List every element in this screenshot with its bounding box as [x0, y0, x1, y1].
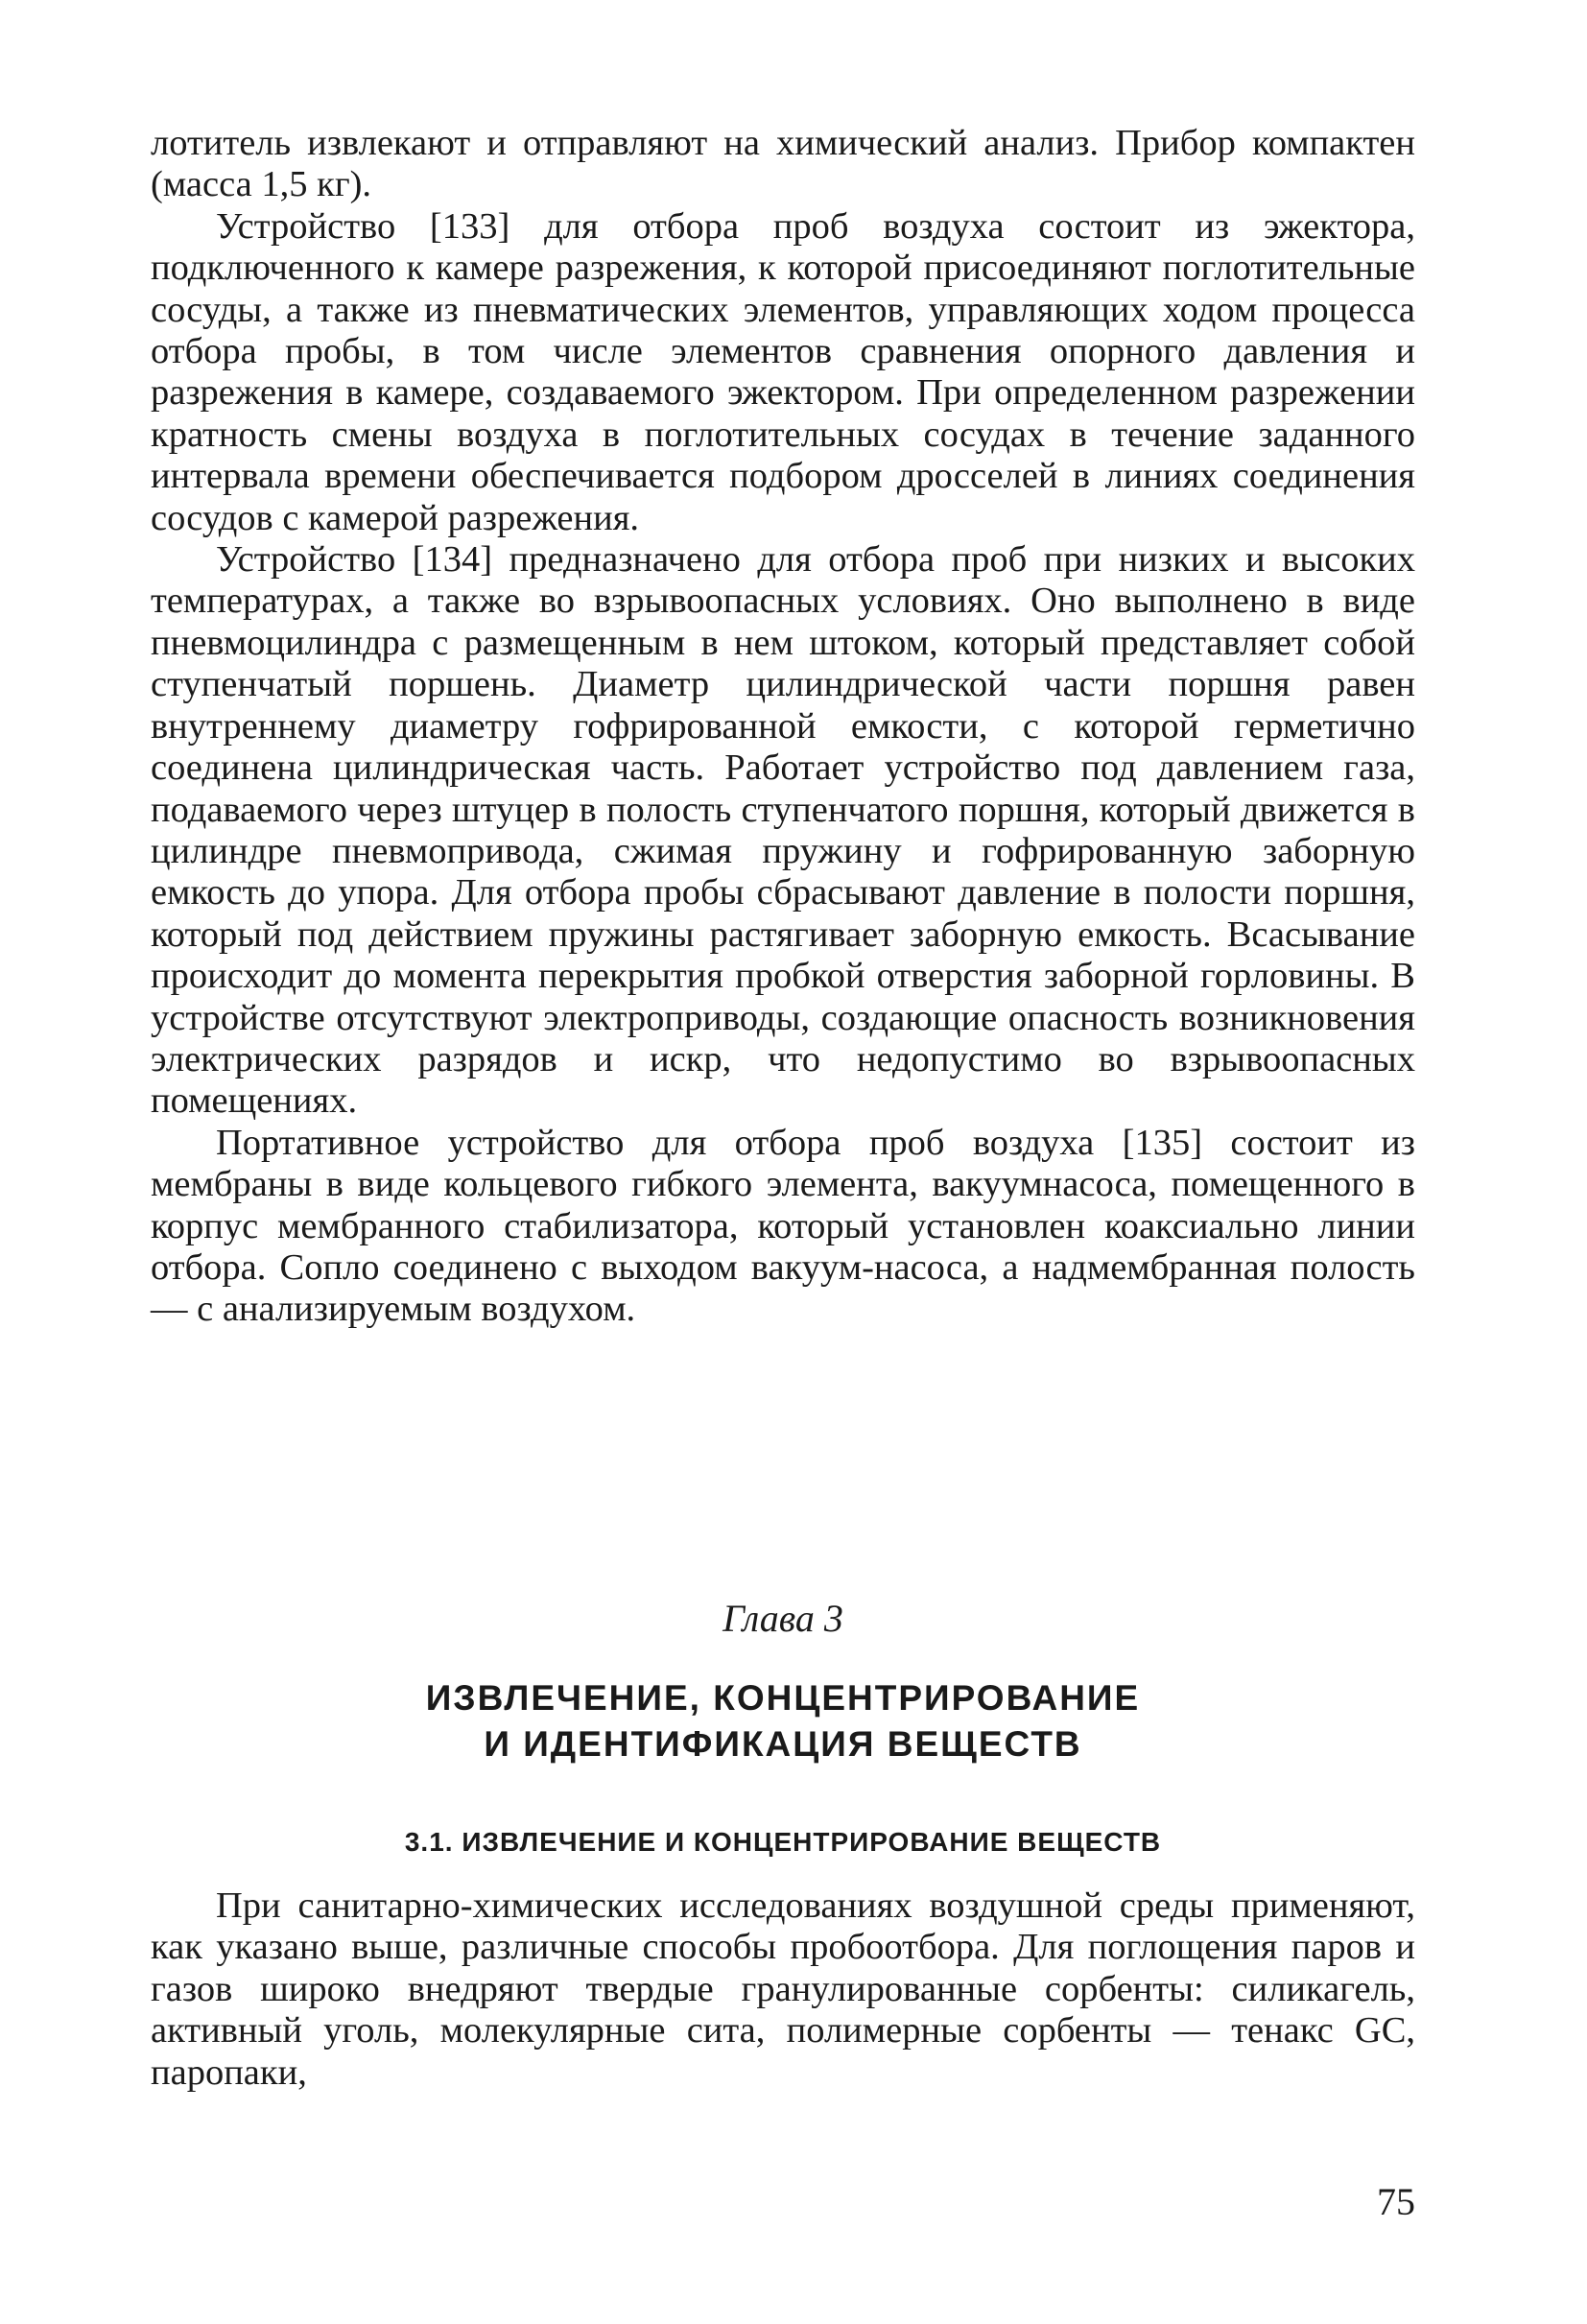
section-title: 3.1. ИЗВЛЕЧЕНИЕ И КОНЦЕНТРИРОВАНИЕ ВЕЩЕСТВ	[404, 1827, 1162, 1857]
chapter-title-line-2: И ИДЕНТИФИКАЦИЯ ВЕЩЕСТВ	[484, 1724, 1082, 1764]
top-text-block	[151, 123, 1415, 1331]
chapter-label: Глава 3	[722, 1597, 843, 1640]
page-number: 75	[1377, 2180, 1415, 2223]
chapter-title-line-1: ИЗВЛЕЧЕНИЕ, КОНЦЕНТРИРОВАНИЕ	[425, 1678, 1141, 1718]
paragraph-device-133: Устройство [133] для отбора проб воздуха состоит из эжектора, подключенного к камере разрежения, к которой присоединяют поглотительные сосуды, а также из пневматических элементов, управляющих ходом процесса отбора пробы, в том числе элементов сравнения опорного давления и разрежения в камере, создаваемого эжектором. При определенном разрежении кратность смены воздуха в поглотительных сосудах в течение заданного интервала времени обеспечивается подбором дросселей в линиях соединения сосудов с камерой разрежения.	[151, 205, 1415, 538]
paragraph-continued: лотитель извлекают и отправляют на химический анализ. Прибор компактен (масса 1,5 кг).	[151, 123, 1415, 205]
paragraph-device-135: Портативное устройство для отбора проб воздуха [135] состоит из мембраны в виде кольцевого гибкого элемента, вакуумнасоса, помещенного в корпус мембранного стабилизатора, который установлен коаксиально линии отбора. Сопло соединено с выходом вакуум-насоса, а надмембранная полость — с анализируемым воздухом.	[151, 1122, 1415, 1330]
paragraph-sorbents: При санитарно-химических исследованиях воздушной среды применяют, как указано выше, различные способы пробоотбора. Для поглощения паров и газов широко внедряют твердые гранулированные сорбенты: силикагель, активный уголь, молекулярные сита, полимерные сорбенты — тенакс GC, паропаки,	[151, 1885, 1415, 2093]
chapter-title	[151, 1675, 1415, 1767]
bottom-text-block	[151, 1885, 1415, 2094]
paragraph-device-134: Устройство [134] предназначено для отбора проб при низких и высоких температурах, а также во взрывоопасных условиях. Оно выполнено в виде пневмоцилиндра с размещенным в нем штоком, который представляет собой ступенчатый поршень. Диаметр цилиндрической части поршня равен внутреннему диаметру гофрированной емкости, с которой герметично соединена цилиндрическая часть. Работает устройство под давлением газа, подаваемого через штуцер в полость ступенчатого поршня, который движется в цилиндре пневмопривода, сжимая пружину и гофрированную заборную емкость до упора. Для отбора пробы сбрасывают давление в полости поршня, который под действием пружины растягивает заборную емкость. Всасывание происходит до момента перекрытия пробкой отверстия заборной горловины. В устройстве отсутствуют электроприводы, создающие опасность возникновения электрических разрядов и искр, что недопустимо во взрывоопасных помещениях.	[151, 539, 1415, 1122]
